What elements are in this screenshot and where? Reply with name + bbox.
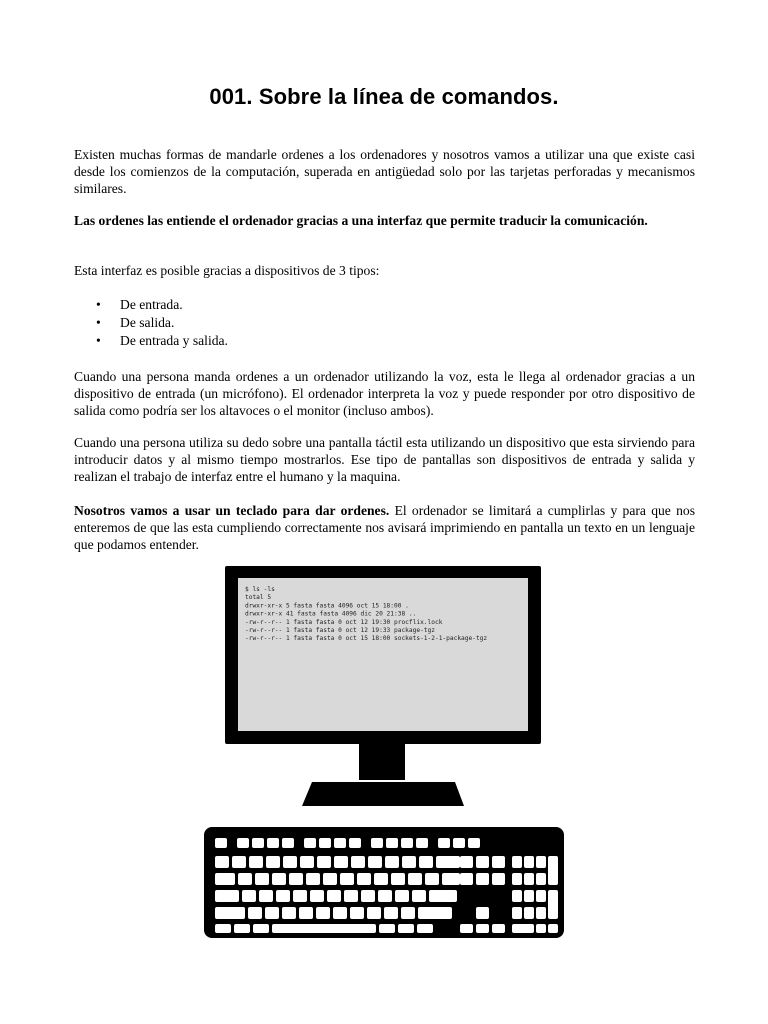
key [548, 890, 558, 919]
key [310, 890, 324, 902]
key [234, 924, 250, 933]
key [418, 907, 452, 919]
key [524, 907, 534, 919]
key [379, 924, 395, 933]
key [323, 873, 337, 885]
key [215, 873, 235, 885]
key [412, 890, 426, 902]
page-title: 001. Sobre la línea de comandos. [209, 84, 559, 109]
key [252, 838, 264, 848]
key [327, 890, 341, 902]
key [238, 873, 252, 885]
key [492, 924, 505, 933]
key [361, 890, 375, 902]
key [398, 924, 414, 933]
key [334, 838, 346, 848]
key [242, 890, 256, 902]
terminal-line: -rw-r--r-- 1 fasta fasta 0 oct 12 19:33 package-tgz [245, 627, 435, 634]
terminal-line: -rw-r--r-- 1 fasta fasta 0 oct 12 19:30 procflix.lock [245, 618, 443, 626]
key [255, 873, 269, 885]
list-item-label: De entrada y salida. [120, 333, 228, 348]
key [536, 924, 546, 933]
key [282, 907, 296, 919]
key [367, 907, 381, 919]
key [460, 873, 473, 885]
key [316, 907, 330, 919]
key [293, 890, 307, 902]
key [476, 873, 489, 885]
key [524, 873, 534, 885]
key [319, 838, 331, 848]
key [215, 856, 229, 868]
keyboard-icon [204, 827, 564, 938]
key [374, 873, 388, 885]
key [259, 890, 273, 902]
key [371, 838, 383, 848]
key [232, 856, 246, 868]
key [351, 856, 365, 868]
key [357, 873, 371, 885]
paragraph-keyboard-rest: El ordenador se limitará a cumplirlas y para que nos enteremos de que las esta cumpliendo correctamente nos avisará imprimiendo en pantalla un texto en un lenguaje que podamos entender. [74, 503, 695, 552]
key [340, 873, 354, 885]
key [344, 890, 358, 902]
key [442, 873, 460, 885]
key [492, 856, 505, 868]
key [425, 873, 439, 885]
key [249, 856, 263, 868]
key [476, 924, 489, 933]
paragraph-touchscreen: Cuando una persona utiliza su dedo sobre una pantalla táctil esta utilizando un dispositivo que esta sirviendo para introducir datos y al mismo tiempo mostrarlos. Ese tipo de pantallas son dispositivos de entrada y salida y realizan el trabajo de interfaz entre el humano y la maquina. [74, 435, 695, 484]
key [215, 924, 231, 933]
key [512, 924, 534, 933]
key [548, 856, 558, 885]
paragraph-devices: Esta interfaz es posible gracias a dispositivos de 3 tipos: [74, 263, 380, 278]
key [419, 856, 433, 868]
key [536, 890, 546, 902]
key [460, 924, 473, 933]
key [276, 890, 290, 902]
bullet: • [96, 333, 101, 348]
key [438, 838, 450, 848]
key [524, 890, 534, 902]
terminal-line: drwxr-xr-x 5 fasta fasta 4096 oct 15 18:00 . [245, 602, 409, 610]
key [512, 890, 522, 902]
key [429, 890, 457, 902]
key [378, 890, 392, 902]
terminal-line: drwxr-xr-x 41 fasta fasta 4096 dic 20 21:38 .. [245, 610, 417, 618]
key [237, 838, 249, 848]
key [453, 838, 465, 848]
list-item-label: De salida. [120, 315, 175, 330]
key [289, 873, 303, 885]
key [536, 856, 546, 868]
key [524, 856, 534, 868]
key [282, 838, 294, 848]
key [215, 890, 239, 902]
paragraph-interface: Las ordenes las entiende el ordenador gracias a una interfaz que permite traducir la comunicación. [74, 213, 648, 228]
monitor-base [302, 782, 464, 806]
key [272, 924, 376, 933]
key [299, 907, 313, 919]
key [334, 856, 348, 868]
key [436, 856, 460, 868]
key [385, 856, 399, 868]
monitor-icon [225, 566, 541, 806]
key [267, 838, 279, 848]
key [317, 856, 331, 868]
monitor-neck [359, 744, 405, 780]
key [536, 873, 546, 885]
key [304, 838, 316, 848]
key [266, 856, 280, 868]
terminal-line: total 5 [245, 594, 272, 602]
key [512, 856, 522, 868]
key [300, 856, 314, 868]
key [416, 838, 428, 848]
key [401, 838, 413, 848]
key [512, 873, 522, 885]
bullet: • [96, 297, 101, 312]
key [402, 856, 416, 868]
key [384, 907, 398, 919]
key [492, 873, 505, 885]
bullet: • [96, 315, 101, 330]
key [401, 907, 415, 919]
key [408, 873, 422, 885]
key [460, 856, 473, 868]
terminal-line: -rw-r--r-- 1 fasta fasta 0 oct 15 18:00 sockets-1-2-1-package-tgz [245, 635, 488, 643]
key [368, 856, 382, 868]
key [476, 856, 489, 868]
paragraph-voice: Cuando una persona manda ordenes a un ordenador utilizando la voz, esta le llega al ordenador gracias a un dispositivo de entrada (un micrófono). El ordenador interpreta la voz y puede responder por otro dispositivo de salida como podría ser los altavoces o el monitor (incluso ambos). [74, 369, 695, 418]
key [386, 838, 398, 848]
list-item-label: De entrada. [120, 297, 183, 312]
key [253, 924, 269, 933]
key [417, 924, 433, 933]
key [283, 856, 297, 868]
key [476, 907, 489, 919]
key [395, 890, 409, 902]
key [350, 907, 364, 919]
monitor-screen [238, 578, 528, 731]
paragraph-intro: Existen muchas formas de mandarle ordenes a los ordenadores y nosotros vamos a utilizar una que existe casi desde los comienzos de la computación, superada en antigüedad solo por las tarjetas perforadas y mecanismos similares. [74, 147, 695, 196]
key [536, 907, 546, 919]
key [265, 907, 279, 919]
key [333, 907, 347, 919]
key [215, 838, 227, 848]
paragraph-keyboard-bold: Nosotros vamos a usar un teclado para dar ordenes. [74, 503, 390, 518]
key [349, 838, 361, 848]
key [248, 907, 262, 919]
terminal-line: $ ls -ls [245, 586, 275, 593]
key [548, 924, 558, 933]
key [272, 873, 286, 885]
key [468, 838, 480, 848]
key [306, 873, 320, 885]
key [215, 907, 245, 919]
key [512, 907, 522, 919]
key [391, 873, 405, 885]
